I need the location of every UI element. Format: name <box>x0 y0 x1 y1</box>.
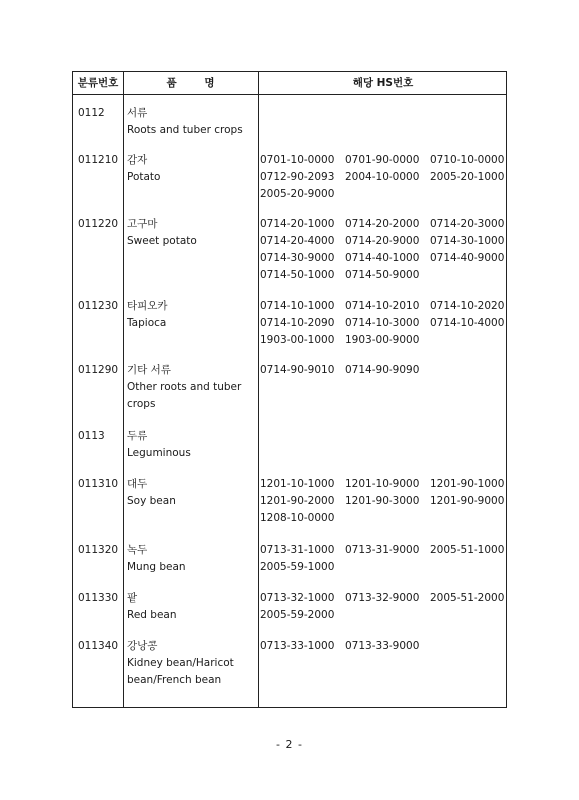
page-number: - 2 - <box>276 738 303 751</box>
hs-code: 2005-51-1000 <box>430 544 505 556</box>
row-name-en: Leguminous <box>127 447 191 459</box>
hs-code: 0714-10-2010 <box>345 300 420 312</box>
column-divider <box>123 72 124 707</box>
row-name-en: Mung bean <box>127 561 186 573</box>
row-name <box>127 638 234 689</box>
row-hs-codes <box>260 476 504 527</box>
hs-code: 0714-90-9090 <box>345 364 420 376</box>
hs-line <box>260 493 504 510</box>
hs-line <box>260 152 504 169</box>
hs-code: 0701-90-0000 <box>345 154 420 166</box>
hs-code: 2005-59-1000 <box>260 561 335 573</box>
hs-code: 1201-90-1000 <box>430 478 505 490</box>
hs-code: 0714-90-9010 <box>260 364 335 376</box>
row-hs-codes <box>260 298 504 349</box>
hs-line <box>260 233 504 250</box>
row-name-ko: 고구마 <box>127 218 158 230</box>
hs-code: 2005-20-9000 <box>260 188 335 200</box>
row-name-en: Roots and tuber crops <box>127 124 243 136</box>
hs-code: 1201-10-1000 <box>260 478 335 490</box>
hs-code: 0714-30-9000 <box>260 252 335 264</box>
hs-code: 0714-20-2000 <box>345 218 420 230</box>
row-name-en: Red bean <box>127 609 177 621</box>
hs-line <box>260 510 504 527</box>
hs-code: 2004-10-0000 <box>345 171 420 183</box>
hs-code: 0713-31-1000 <box>260 544 335 556</box>
column-divider <box>258 72 259 707</box>
header-divider <box>73 94 506 95</box>
header-name: 품 명 <box>166 77 215 89</box>
header-hs: 해당 HS번호 <box>352 77 414 89</box>
hs-code: 1201-90-9000 <box>430 495 505 507</box>
hs-code: 1903-00-1000 <box>260 334 335 346</box>
row-name-ko: 기타 서류 <box>127 364 171 376</box>
row-hs-codes <box>260 638 430 655</box>
hs-code: 0712-90-2093 <box>260 171 335 183</box>
hs-line <box>260 542 504 559</box>
hs-code: 2005-20-1000 <box>430 171 505 183</box>
row-code: 011310 <box>78 478 119 490</box>
hs-code: 0714-20-9000 <box>345 235 420 247</box>
hs-code: 0713-32-9000 <box>345 592 420 604</box>
hs-code: 0701-10-0000 <box>260 154 335 166</box>
row-code: 011210 <box>78 154 119 166</box>
hs-line <box>260 607 504 624</box>
hs-code: 0714-30-1000 <box>430 235 505 247</box>
row-name-ko: 녹두 <box>127 544 148 556</box>
hs-code: 2005-59-2000 <box>260 609 335 621</box>
row-name-en: Potato <box>127 171 161 183</box>
hs-code: 0714-50-1000 <box>260 269 335 281</box>
row-name-en: Other roots and tuber <box>127 381 242 393</box>
row-code: 011220 <box>78 218 119 230</box>
hs-code: 0713-33-9000 <box>345 640 420 652</box>
row-name-ko: 서류 <box>127 107 148 119</box>
hs-code: 0714-40-9000 <box>430 252 505 264</box>
row-code: 011230 <box>78 300 119 312</box>
hs-line <box>260 315 504 332</box>
hs-code: 0714-10-2090 <box>260 317 335 329</box>
row-name-en: bean/French bean <box>127 674 222 686</box>
row-name <box>127 428 191 462</box>
hs-code: 1201-10-9000 <box>345 478 420 490</box>
hs-code: 2005-51-2000 <box>430 592 505 604</box>
hs-code: 0714-20-1000 <box>260 218 335 230</box>
row-name-ko: 감자 <box>127 154 148 166</box>
row-name <box>127 476 176 510</box>
hs-code: 1201-90-3000 <box>345 495 420 507</box>
hs-code: 1208-10-0000 <box>260 512 335 524</box>
hs-line <box>260 559 504 576</box>
row-hs-codes <box>260 542 504 576</box>
hs-code: 1201-90-2000 <box>260 495 335 507</box>
hs-code: 0714-10-3000 <box>345 317 420 329</box>
row-name <box>127 362 241 413</box>
row-code: 0112 <box>78 107 105 119</box>
row-name <box>127 216 197 250</box>
hs-line <box>260 186 504 203</box>
row-name-en: Kidney bean/Haricot <box>127 657 234 669</box>
hs-code: 0714-20-4000 <box>260 235 335 247</box>
hs-line <box>260 332 504 349</box>
row-name-ko: 두류 <box>127 430 148 442</box>
hs-line <box>260 298 504 315</box>
hs-code: 0714-10-4000 <box>430 317 505 329</box>
hs-code: 0710-10-0000 <box>430 154 505 166</box>
row-name-ko: 강낭콩 <box>127 640 158 652</box>
row-name <box>127 105 243 139</box>
hs-line <box>260 638 430 655</box>
hs-code: 0714-10-1000 <box>260 300 335 312</box>
row-name <box>127 298 168 332</box>
hs-code: 0713-31-9000 <box>345 544 420 556</box>
row-code: 011330 <box>78 592 119 604</box>
hs-line <box>260 362 430 379</box>
hs-line <box>260 216 504 233</box>
hs-line <box>260 169 504 186</box>
row-hs-codes <box>260 362 430 379</box>
hs-code: 0714-50-9000 <box>345 269 420 281</box>
row-name <box>127 542 186 576</box>
hs-line <box>260 250 504 267</box>
row-name-en: Tapioca <box>127 317 167 329</box>
hs-code: 0713-33-1000 <box>260 640 335 652</box>
row-name-en: crops <box>127 398 156 410</box>
hs-line <box>260 590 504 607</box>
hs-code: 0714-20-3000 <box>430 218 505 230</box>
row-name <box>127 590 177 624</box>
row-name-ko: 팥 <box>127 592 138 604</box>
row-name-en: Sweet potato <box>127 235 197 247</box>
hs-line <box>260 476 504 493</box>
row-code: 011320 <box>78 544 119 556</box>
classification-table <box>72 71 507 708</box>
row-name-en: Soy bean <box>127 495 176 507</box>
hs-code: 0714-10-2020 <box>430 300 505 312</box>
header-code: 분류번호 <box>77 77 119 89</box>
hs-line <box>260 267 504 284</box>
row-code: 0113 <box>78 430 105 442</box>
hs-code: 0713-32-1000 <box>260 592 335 604</box>
hs-code: 1903-00-9000 <box>345 334 420 346</box>
row-code: 011290 <box>78 364 119 376</box>
row-name-ko: 대두 <box>127 478 148 490</box>
row-hs-codes <box>260 590 504 624</box>
row-hs-codes <box>260 152 504 203</box>
hs-code: 0714-40-1000 <box>345 252 420 264</box>
row-hs-codes <box>260 216 504 284</box>
row-name <box>127 152 160 186</box>
row-code: 011340 <box>78 640 119 652</box>
row-name-ko: 타피오카 <box>127 300 168 312</box>
